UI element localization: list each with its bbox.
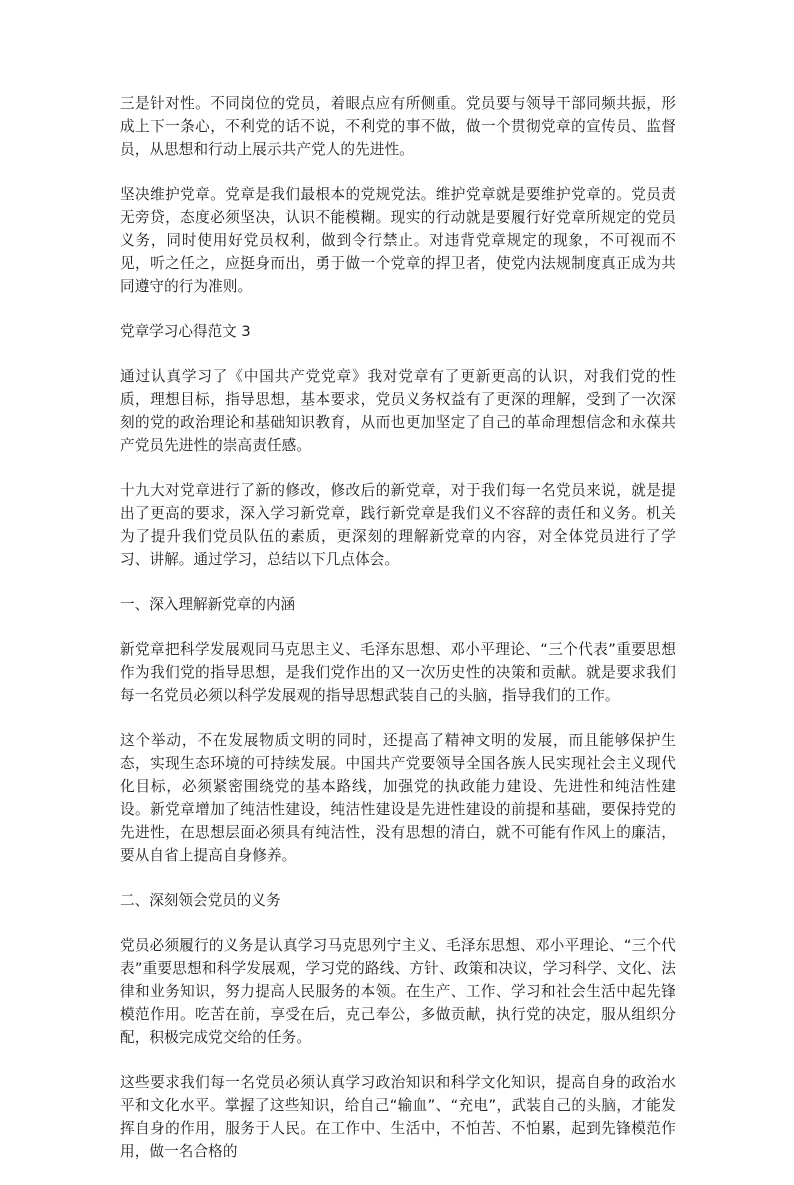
subheading-understand-connotation: 一、深入理解新党章的内涵 <box>120 596 296 613</box>
document-page <box>120 92 676 1185</box>
paragraph-scientific-outlook: 新党章把科学发展观同马克思主义、毛泽东思想、邓小平理论、“三个代表”重要思想作为我们党的指导思想，是我们党作出的又一次历史性的决策和贡献。就是要求我们每一名党员必须以科学发展观的指导思想武装自己的头脑，指导我们的工作。 <box>120 641 676 704</box>
paragraph-obligations-list: 党员必须履行的义务是认真学习马克思列宁主义、毛泽东思想、邓小平理论、“三个代表”重要思想和科学发展观，学习党的路线、方针、政策和决议，学习科学、文化、法律和业务知识，努力提高人民服务的本领。在生产、工作、学习和社会生活中起先锋模范作用。吃苦在前，享受在后，克己奉公，多做贡献，执行党的决定，服从组织分配，积极完成党交给的任务。 <box>120 937 676 1046</box>
paragraph-civilization-development: 这个举动，不在发展物质文明的同时，还提高了精神文明的发展，而且能够保护生态，实现生态环境的可持续发展。中国共产党要领导全国各族人民实现社会主义现代化目标，必须紧密围绕党的基本路线，加强党的执政能力建设、先进性和纯洁性建设。新党章增加了纯洁性建设，纯洁性建设是先进性建设的前提和基础，要保持党的先进性，在思想层面必须具有纯洁性，没有思想的清白，就不可能有作风上的廉洁，要从自省上提高自身修养。 <box>120 732 676 864</box>
subheading-member-obligations: 二、深刻领会党员的义务 <box>120 892 281 909</box>
paragraph-study-intro: 通过认真学习了《中国共产党党章》我对党章有了更新更高的认识，对我们党的性质，理想目标，指导思想，基本要求，党员义务权益有了更深的理解，受到了一次深刻的党的政治理论和基础知识教育，从而也更加坚定了自己的革命理想信念和永葆共产党员先进性的崇高责任感。 <box>120 368 676 454</box>
section-title-essay-3: 党章学习心得范文 3 <box>120 323 251 340</box>
paragraph-study-requirements: 这些要求我们每一名党员必须认真学习政治知识和科学文化知识，提高自身的政治水平和文化水平。掌握了这些知识，给自己“输血”、“充电”，武装自己的头脑，才能发挥自身的作用，服务于人民。在工作中、生活中，不怕苦、不怕累，起到先锋模范作用，做一名合格的 <box>120 1074 676 1160</box>
paragraph-targeting: 三是针对性。不同岗位的党员，着眼点应有所侧重。党员要与领导干部同频共振，形成上下一条心，不利党的话不说，不利党的事不做，做一个贯彻党章的宣传员、监督员，从思想和行动上展示共产党人的先进性。 <box>120 95 676 158</box>
paragraph-uphold-party-constitution: 坚决维护党章。党章是我们最根本的党规党法。维护党章就是要维护党章的。党员责无旁贷，态度必须坚决，认识不能模糊。现实的行动就是要履行好党章所规定的党员义务，同时使用好党员权利，做到令行禁止。对违背党章规定的现象，不可视而不见，听之任之，应挺身而出，勇于做一个党章的捍卫者，使党内法规制度真正成为共同遵守的行为准则。 <box>120 186 676 295</box>
paragraph-19th-congress: 十九大对党章进行了新的修改，修改后的新党章，对于我们每一名党员来说，就是提出了更高的要求，深入学习新党章，践行新党章是我们义不容辞的责任和义务。机关为了提升我们党员队伍的素质，更深刻的理解新党章的内容，对全体党员进行了学习、讲解。通过学习，总结以下几点体会。 <box>120 482 676 568</box>
